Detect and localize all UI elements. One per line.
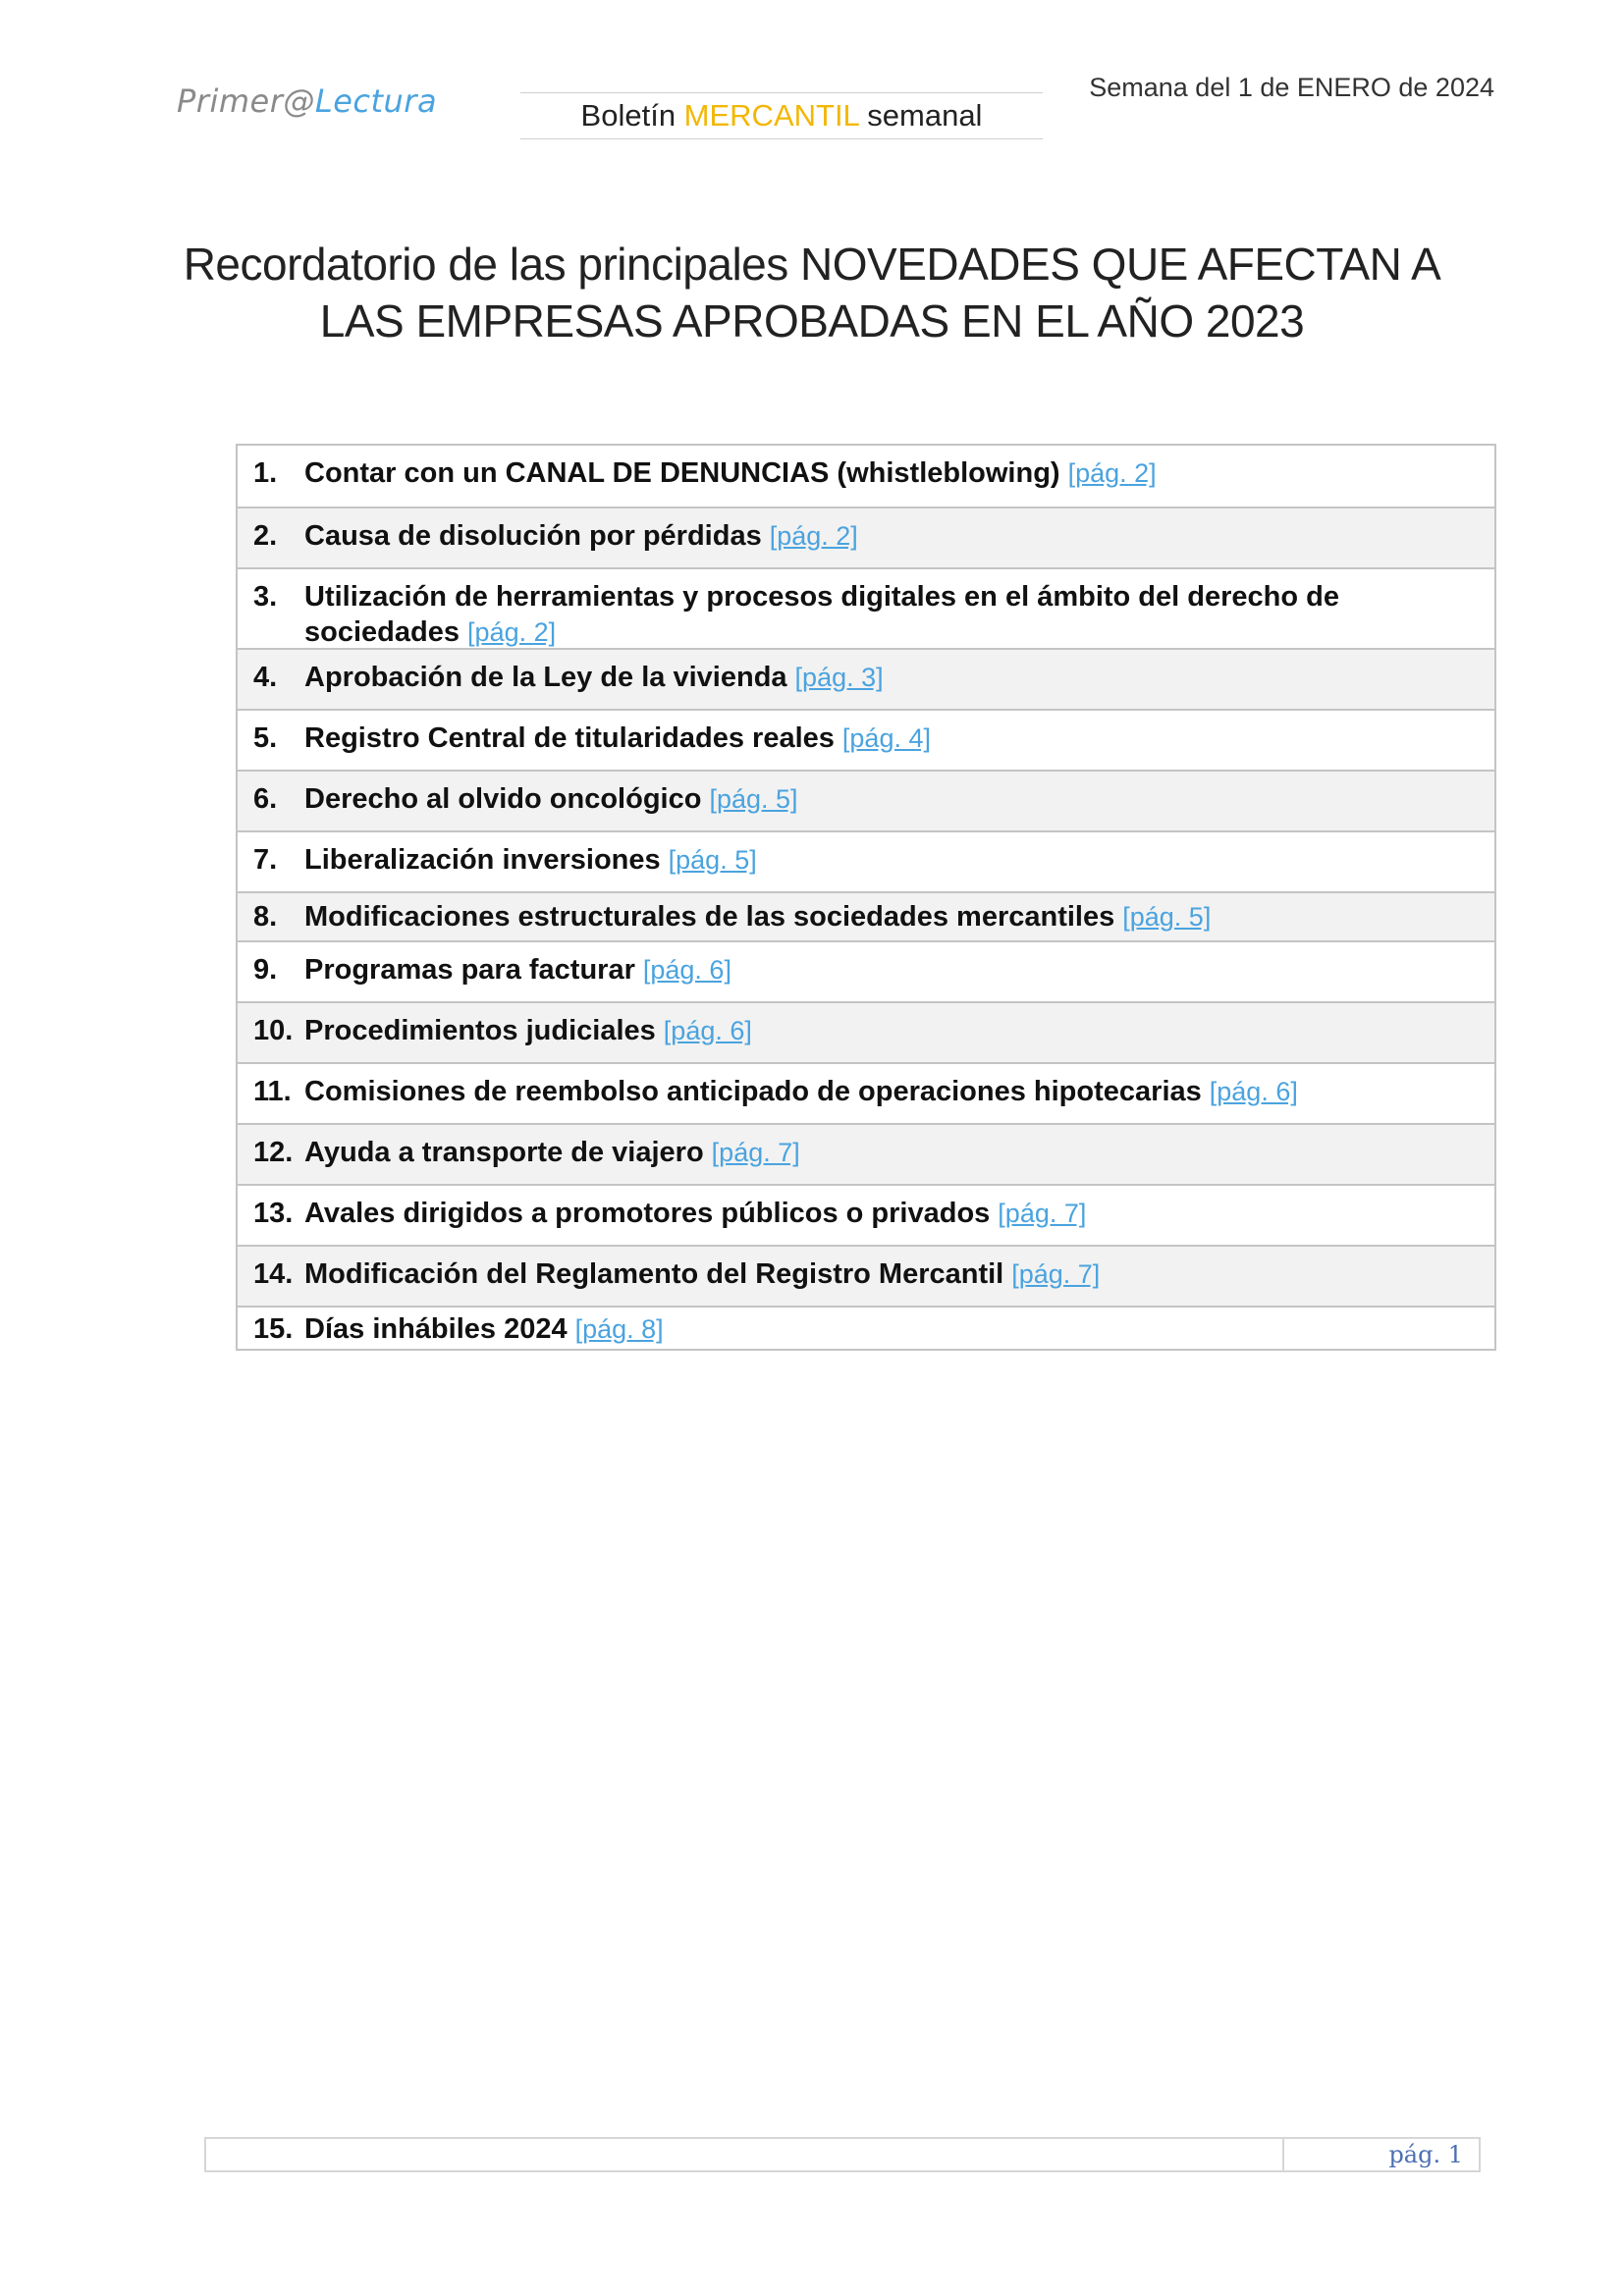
index-entry <box>304 721 1481 756</box>
page-title <box>147 236 1477 349</box>
index-entry-text: Aprobación de la Ley de la vivienda <box>304 662 787 693</box>
page-link[interactable]: [pág. 7] <box>998 1199 1087 1228</box>
page-link[interactable]: [pág. 4] <box>841 723 931 753</box>
index-row <box>238 507 1494 567</box>
footer-spacer <box>206 2139 1284 2170</box>
index-row <box>238 830 1494 891</box>
index-row <box>238 1306 1494 1349</box>
index-row <box>238 770 1494 830</box>
page-link[interactable]: [pág. 7] <box>711 1138 800 1167</box>
page-link[interactable]: [pág. 6] <box>1209 1077 1298 1106</box>
index-entry <box>304 1256 1481 1292</box>
bulletin-accent: MERCANTIL <box>683 98 859 133</box>
index-entry <box>304 1074 1481 1109</box>
index-number: 1. <box>253 457 278 489</box>
index-entry <box>304 1135 1481 1170</box>
index-entry-text: Derecho al olvido oncológico <box>304 783 702 815</box>
index-number: 9. <box>253 954 278 986</box>
index-entry-text: Contar con un CANAL DE DENUNCIAS (whistleblowing) <box>304 457 1060 489</box>
index-number: 2. <box>253 520 278 552</box>
index-row <box>238 1001 1494 1062</box>
page-link[interactable]: [pág. 2] <box>769 521 858 551</box>
index-entry <box>304 1311 1481 1347</box>
page-link[interactable]: [pág. 2] <box>467 617 557 647</box>
index-entry-text: Utilización de herramientas y procesos digitales en el ámbito del derecho de sociedades <box>304 581 1339 648</box>
index-entry-text: Causa de disolución por pérdidas <box>304 520 762 552</box>
page-footer <box>204 2137 1481 2172</box>
index-number: 4. <box>253 662 278 693</box>
index-number: 14. <box>253 1258 294 1290</box>
index-number: 7. <box>253 844 278 876</box>
index-entry <box>304 1013 1481 1048</box>
index-entry <box>304 455 1481 491</box>
index-number: 8. <box>253 901 278 933</box>
page-link[interactable]: [pág. 7] <box>1011 1259 1101 1289</box>
index-row <box>238 1062 1494 1123</box>
index-entry <box>304 952 1481 988</box>
index-entry <box>304 842 1481 878</box>
page-link[interactable]: [pág. 5] <box>668 845 757 875</box>
index-entry <box>304 579 1481 650</box>
index-entry-text: Liberalización inversiones <box>304 844 661 876</box>
page-link[interactable]: [pág. 5] <box>1122 902 1212 932</box>
index-row <box>238 940 1494 1001</box>
index-row <box>238 1184 1494 1245</box>
index-number: 5. <box>253 722 278 754</box>
index-row <box>238 1123 1494 1184</box>
page-title-line-1: Recordatorio de las principales NOVEDADES QUE AFECTAN A <box>183 239 1441 290</box>
index-table <box>236 444 1496 1351</box>
index-entry <box>304 518 1481 554</box>
index-entry-text: Modificación del Reglamento del Registro Mercantil <box>304 1258 1004 1290</box>
page-link[interactable]: [pág. 5] <box>709 784 798 814</box>
page-link[interactable]: [pág. 3] <box>794 663 884 692</box>
index-number: 15. <box>253 1313 294 1345</box>
bulletin-title <box>520 92 1043 139</box>
index-entry-text: Programas para facturar <box>304 954 635 986</box>
index-entry <box>304 781 1481 817</box>
page-link[interactable]: [pág. 8] <box>574 1314 664 1344</box>
index-number: 6. <box>253 783 278 815</box>
index-number: 10. <box>253 1015 294 1046</box>
page-link[interactable]: [pág. 2] <box>1067 458 1157 488</box>
page-title-line-2: LAS EMPRESAS APROBADAS EN EL AÑO 2023 <box>319 295 1305 347</box>
index-entry-text: Avales dirigidos a promotores públicos o privados <box>304 1198 991 1229</box>
page-link[interactable]: [pág. 6] <box>663 1016 752 1045</box>
index-row <box>238 891 1494 940</box>
bulletin-prefix: Boletín <box>580 98 684 133</box>
week-date: Semana del 1 de ENERO de 2024 <box>1089 73 1494 102</box>
logo <box>177 82 437 120</box>
index-entry <box>304 1196 1481 1231</box>
index-entry-text: Ayuda a transporte de viajero <box>304 1137 704 1168</box>
index-number: 12. <box>253 1137 294 1168</box>
index-entry <box>304 660 1481 695</box>
index-row <box>238 1245 1494 1306</box>
index-number: 3. <box>253 581 278 613</box>
bulletin-suffix: semanal <box>858 98 983 133</box>
index-entry-text: Días inhábiles 2024 <box>304 1313 568 1345</box>
index-entry-text: Comisiones de reembolso anticipado de operaciones hipotecarias <box>304 1076 1202 1107</box>
index-row <box>238 567 1494 648</box>
index-entry-text: Procedimientos judiciales <box>304 1015 656 1046</box>
index-entry-text: Modificaciones estructurales de las sociedades mercantiles <box>304 901 1115 933</box>
index-row <box>238 709 1494 770</box>
index-row <box>238 648 1494 709</box>
logo-text-primary: Primer@ <box>177 82 315 120</box>
index-row <box>238 446 1494 507</box>
index-number: 11. <box>253 1076 292 1107</box>
index-entry <box>304 899 1481 934</box>
page-link[interactable]: [pág. 6] <box>642 955 731 985</box>
page-number: pág. 1 <box>1388 2141 1463 2168</box>
index-number: 13. <box>253 1198 294 1229</box>
logo-text-secondary: Lectura <box>314 82 438 120</box>
index-entry-text: Registro Central de titularidades reales <box>304 722 835 754</box>
